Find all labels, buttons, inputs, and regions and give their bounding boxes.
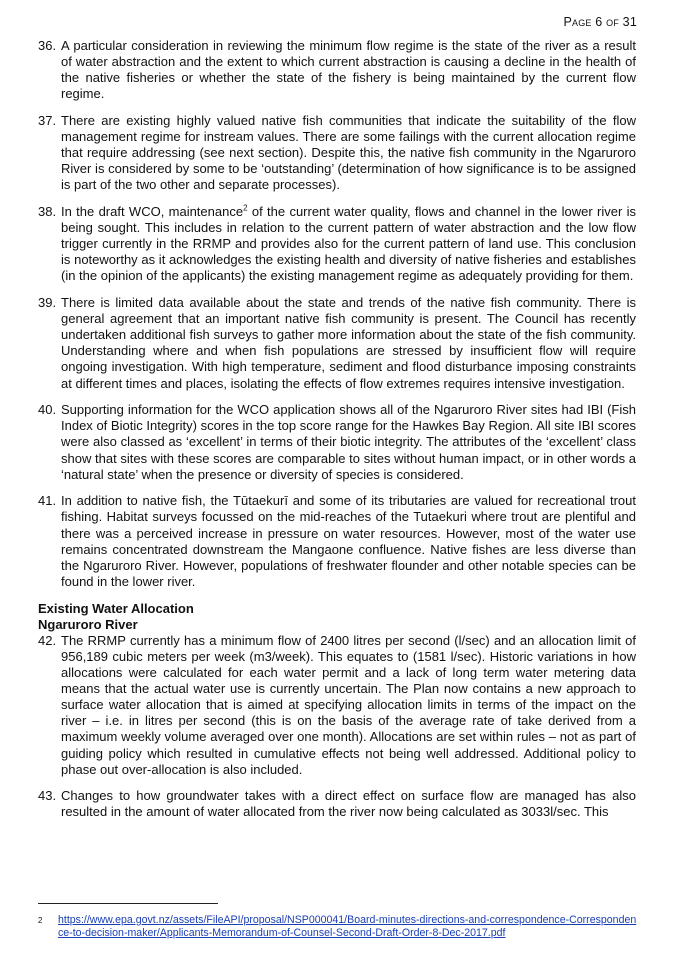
- page-number: Page 6 of 31: [563, 15, 637, 29]
- section-subheading: Ngaruroro River: [38, 616, 138, 632]
- footnote-divider: [38, 903, 218, 904]
- paragraph-number: 38.: [38, 204, 57, 220]
- paragraph-number: 36.: [38, 38, 57, 53]
- paragraph-text: [61, 204, 636, 284]
- paragraph-text: Supporting information for the WCO application shows all of the Ngaruroro River sites had IBI (Fish Index of Biotic Integrity) scores in the top score range for the Hawkes Bay Region. All site IBI scores were also classed as ‘excellent’ in terms of their biotic integrity. The attributes of the ‘excellent’ class show that sites with these scores are comparable to sites without human impact, or in other words a ‘natural state’ when the presence or diversity of species is considered.: [61, 402, 636, 482]
- paragraph-text: There are existing highly valued native fish communities that indicate the suitability of the flow management regime for instream values. There are some failings with the current allocation regime that require addressing (see next section). Despite this, the native fish community in the Ngaruroro River is considered by some to be ‘outstanding’ (determination of how significance is to be assigned is part of the two other and separate processes).: [61, 112, 636, 193]
- paragraph-36: [38, 38, 636, 102]
- paragraph-text: The RRMP currently has a minimum flow of 2400 litres per second (l/sec) and an allocation limit of 956,189 cubic meters per week (m3/week). This equates to (1581 l/sec). Historic variations in how allocations were calculated for each water permit and a lack of long term water metering data means that the actual water use is currently uncertain. The Plan now contains a new approach to surface water allocation that is aimed at specifying allocation limits in terms of the impact on the river – i.e. in litres per second (this is on the basis of the average rate of take derived from a maximum weekly volume averaged over one month). Allocations are set within rules – not as part of guiding policy which resulted in cumulative effects not being well addressed. Additional policy to phase out over-allocation is also included.: [61, 632, 636, 777]
- paragraph-text: In addition to native fish, the Tūtaekurī and some of its tributaries are valued for recreational trout fishing. Habitat surveys focussed on the mid-reaches of the Tutaekuri where trout are plentiful and there was a perceived increase in pressure on water resources. However, most of the water use remains concentrated downstream the Mangaone confluence. Native fishes are less diverse than the Ngaruroro River. However, populations of freshwater flounder and other notable species can be found in the lower river.: [61, 493, 636, 589]
- paragraph-number: 39.: [38, 295, 57, 311]
- footnote: [38, 914, 638, 940]
- paragraph-text: There is limited data available about the state and trends of the native fish community. There is general agreement that an important native fish community is present. The Council has recently undertaken additional fish surveys to gather more information about the state of the fish community. Understanding where and when fish populations are stressed by insufficient flow will require ongoing investigation. With high temperature, sediment and flood disturbance imposing constraints at different times and places, isolating the effects of flow extremes requires intensive investigation.: [61, 295, 636, 391]
- footnote-number: 2: [38, 916, 43, 925]
- paragraph-37: [38, 113, 636, 193]
- footnote-link[interactable]: https://www.epa.govt.nz/assets/FileAPI/proposal/NSP000041/Board-minutes-directions-and-correspondence-Correspondence-to-decision-maker/Applicants-Memorandum-of-Counsel-Second-Draft-Order-8-Dec-2017.pdf: [58, 914, 637, 939]
- text-segment: of the current water quality, flows and channel in the lower river is being sought. This includes in relation to the current pattern of water abstraction and the low flow trigger currently in the RRMP and provides also for the current pattern of land use. This conclusion is noteworthy as it acknowledges the existing health and diversity of native fisheries and establishes (in the opinion of the applicants) the existing management regime as adequately providing for them.: [61, 204, 636, 284]
- footnote-reference[interactable]: 2: [243, 203, 248, 213]
- paragraph-number: 43.: [38, 788, 57, 804]
- section-heading: Existing Water Allocation: [38, 600, 194, 616]
- paragraph-38: [38, 204, 636, 284]
- paragraph-42: [38, 633, 636, 778]
- paragraph-number: 40.: [38, 402, 57, 418]
- document-body: [38, 38, 636, 831]
- text-segment: In the draft WCO, maintenance: [61, 204, 244, 220]
- paragraph-40: [38, 402, 636, 482]
- paragraph-text: A particular consideration in reviewing the minimum flow regime is the state of the river as a result of water abstraction and the extent to which current abstraction is causing a decline in the health of the native fisheries or whether the state of the fishery is being maintained by the current flow regime.: [61, 38, 636, 102]
- paragraph-number: 41.: [38, 493, 57, 509]
- paragraph-text: Changes to how groundwater takes with a direct effect on surface flow are managed has also resulted in the amount of water allocated from the river now being calculated as 3033l/sec. This: [61, 788, 636, 820]
- paragraph-43: [38, 788, 636, 820]
- paragraph-39: [38, 295, 636, 392]
- paragraph-number: 42.: [38, 632, 57, 648]
- paragraph-41: [38, 493, 636, 590]
- paragraph-number: 37.: [38, 112, 57, 128]
